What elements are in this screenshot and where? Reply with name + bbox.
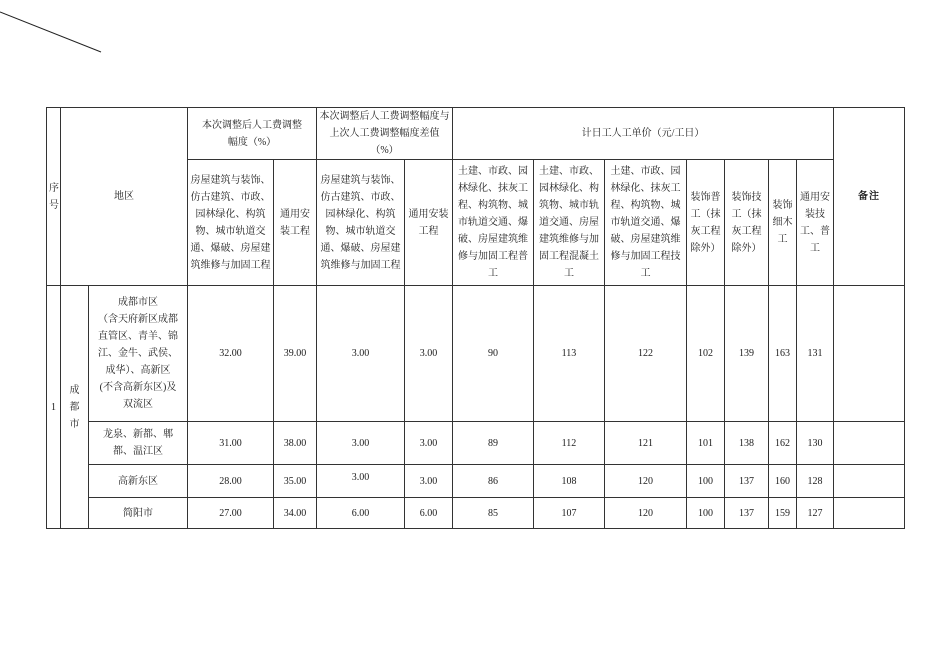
value-cell: 27.00 [188, 498, 274, 529]
value-cell: 139 [725, 286, 769, 422]
value-cell: 112 [534, 422, 605, 465]
group-header-daywork-price: 计日工人工单价（元/工日） [453, 108, 834, 160]
value-cell: 162 [769, 422, 797, 465]
value-cell: 32.00 [188, 286, 274, 422]
value-cell: 113 [534, 286, 605, 422]
value-cell: 160 [769, 465, 797, 498]
value-cell: 128 [797, 465, 834, 498]
region-cell: 高新东区 [89, 465, 188, 498]
remark-header: 备注 [834, 108, 905, 286]
col-header-install-worker-price: 通用安 装技 工、普 工 [797, 160, 834, 286]
col-header-building-rate-difference: 房屋建筑与装饰、 仿古建筑、市政、 园林绿化、构筑 物、城市轨道交 通、爆破、房屋建 筑维修与加固工程 [317, 160, 405, 286]
remark-cell [834, 465, 905, 498]
value-cell: 3.00 [317, 422, 405, 465]
region-header: 地区 [61, 108, 188, 286]
value-cell: 28.00 [188, 465, 274, 498]
col-header-decoration-carpenter-price: 装饰 细木 工 [769, 160, 797, 286]
col-header-decoration-skilled-price: 装饰技 工（抹 灰工程 除外） [725, 160, 769, 286]
value-cell: 31.00 [188, 422, 274, 465]
col-header-install-rate-difference: 通用安装 工程 [405, 160, 453, 286]
value-cell: 159 [769, 498, 797, 529]
value-cell: 34.00 [274, 498, 317, 529]
value-cell: 130 [797, 422, 834, 465]
value-cell: 100 [687, 465, 725, 498]
value-cell: 127 [797, 498, 834, 529]
value-cell: 163 [769, 286, 797, 422]
value-cell: 3.00 [405, 286, 453, 422]
header-row [47, 108, 905, 160]
value-cell: 120 [605, 498, 687, 529]
value-cell: 138 [725, 422, 769, 465]
col-header-decoration-laborer-price: 装饰普 工（抹 灰工程 除外） [687, 160, 725, 286]
value-cell: 101 [687, 422, 725, 465]
value-cell: 137 [725, 498, 769, 529]
seq-cell: 1 [47, 286, 61, 529]
col-header-general-laborer-price: 土建、市政、园 林绿化、抹灰工 程、构筑物、城 市轨道交通、爆 破、房屋建筑维 修与加固工程普 工 [453, 160, 534, 286]
region-cell: 成都市区 （含天府新区成都 直管区、青羊、锦 江、金牛、武侯、 成华）、高新区 (不含高新东区)及 双流区 [89, 286, 188, 422]
value-cell: 100 [687, 498, 725, 529]
value-cell: 86 [453, 465, 534, 498]
value-cell: 131 [797, 286, 834, 422]
value-cell: 121 [605, 422, 687, 465]
seq-header: 序 号 [47, 108, 61, 286]
labor-cost-table [46, 107, 905, 529]
col-header-skilled-worker-price: 土建、市政、园 林绿化、抹灰工 程、构筑物、城 市轨道交通、爆 破、房屋建筑维 修与加固工程技 工 [605, 160, 687, 286]
value-cell: 107 [534, 498, 605, 529]
region-cell: 龙泉、新都、郫 都、温江区 [89, 422, 188, 465]
value-cell: 122 [605, 286, 687, 422]
remark-cell [834, 498, 905, 529]
value-cell: 6.00 [317, 498, 405, 529]
value-cell: 85 [453, 498, 534, 529]
value-cell: 38.00 [274, 422, 317, 465]
col-header-concrete-worker-price: 土建、市政、 园林绿化、构 筑物、城市轨 道交通、房屋 建筑维修与加 固工程混凝土 工 [534, 160, 605, 286]
table-row [47, 286, 905, 422]
value-cell: 108 [534, 465, 605, 498]
remark-cell [834, 286, 905, 422]
value-cell: 89 [453, 422, 534, 465]
value-cell: 3.00 [317, 286, 405, 422]
region-cell: 简阳市 [89, 498, 188, 529]
value-cell: 102 [687, 286, 725, 422]
value-cell: 3.00 [317, 465, 405, 498]
diagonal-line [0, 0, 110, 60]
value-cell: 39.00 [274, 286, 317, 422]
col-header-install-adjust-rate: 通用安 装工程 [274, 160, 317, 286]
value-cell: 120 [605, 465, 687, 498]
col-header-building-adjust-rate: 房屋建筑与装饰、 仿古建筑、市政、 园林绿化、构筑 物、城市轨道交 通、爆破、房屋建 筑维修与加固工程 [188, 160, 274, 286]
value-cell: 90 [453, 286, 534, 422]
table-row [47, 422, 905, 465]
table-row [47, 465, 905, 498]
value-cell: 3.00 [405, 422, 453, 465]
group-header-adjust-rate: 本次调整后人工费调整 幅度（%） [188, 108, 317, 160]
value-cell: 137 [725, 465, 769, 498]
city-cell: 成 都 市 [61, 286, 89, 529]
value-cell: 6.00 [405, 498, 453, 529]
value-cell: 35.00 [274, 465, 317, 498]
remark-cell [834, 422, 905, 465]
value-cell: 3.00 [405, 465, 453, 498]
group-header-rate-difference: 本次调整后人工费调整幅度与 上次人工费调整幅度差值 （%） [317, 108, 453, 160]
table-row [47, 498, 905, 529]
